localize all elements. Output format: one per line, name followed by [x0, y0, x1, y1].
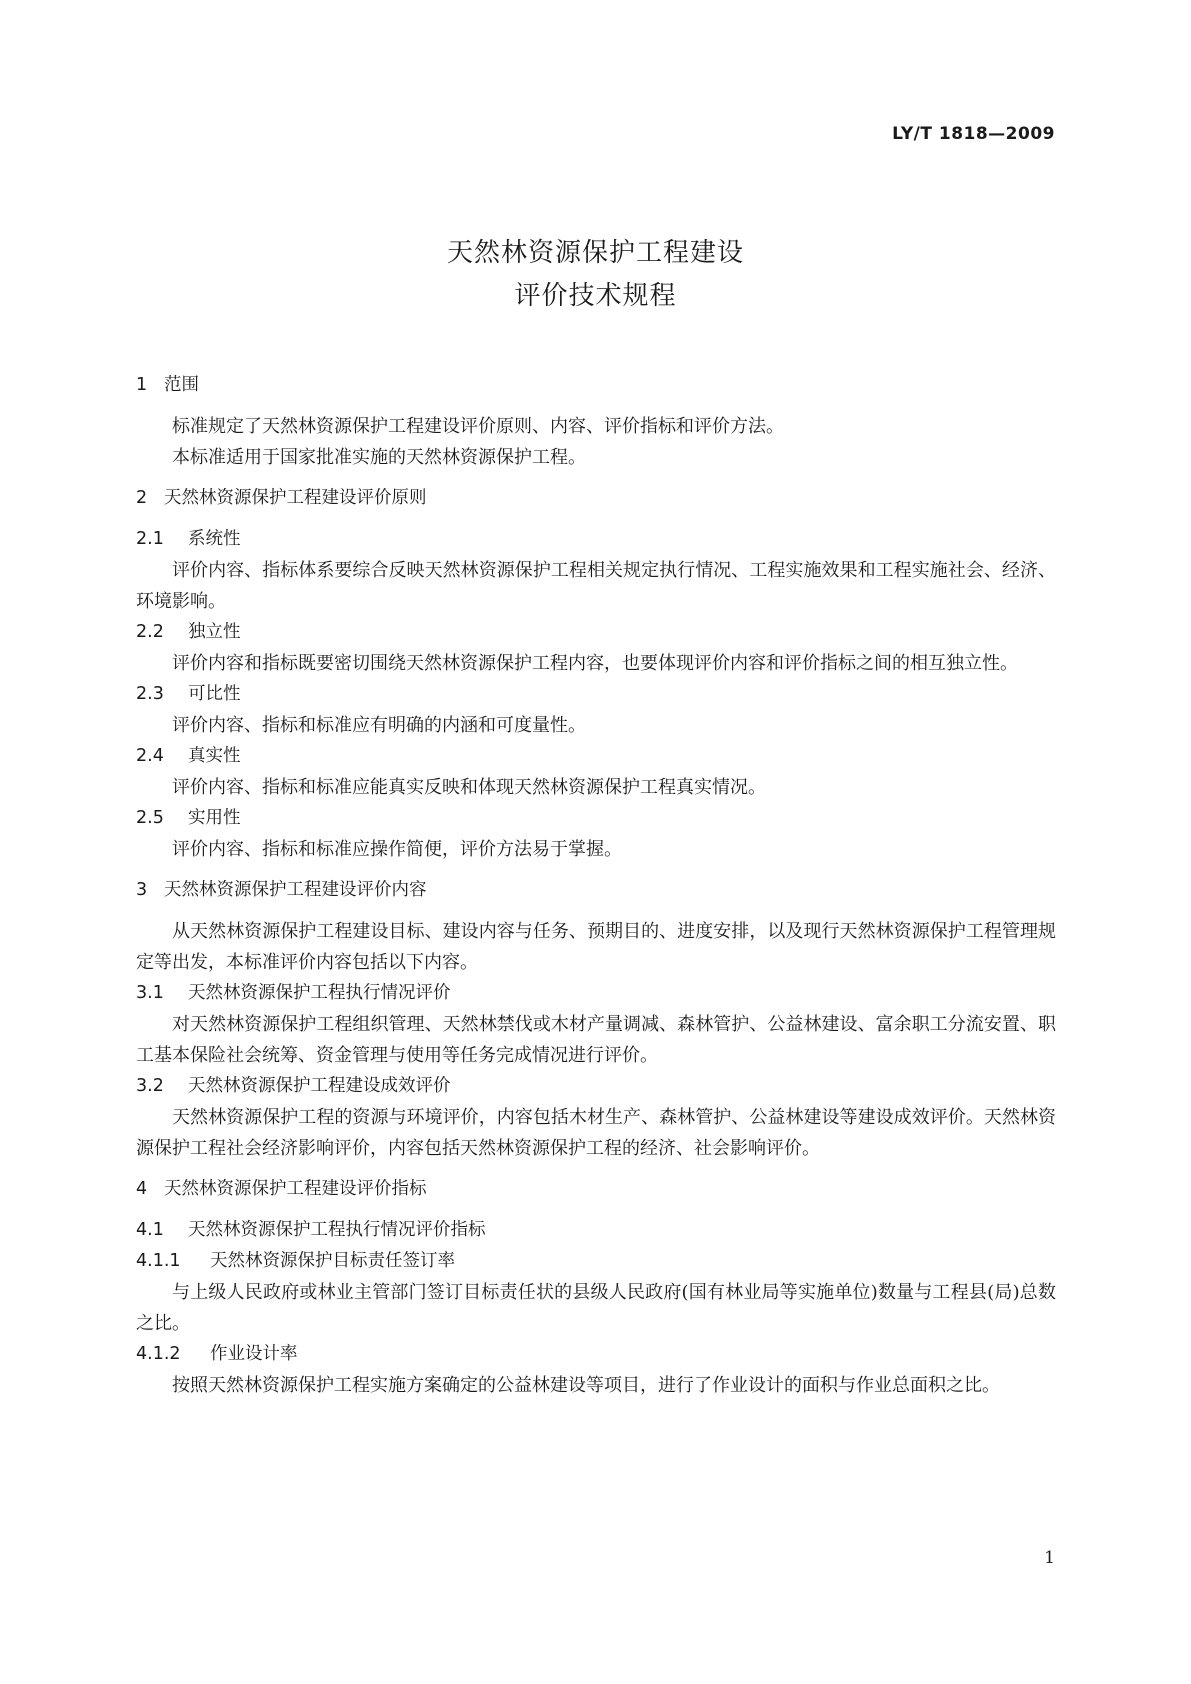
subsection-number: 2.2: [136, 622, 164, 642]
section-number: 2: [136, 488, 148, 508]
section-title: 天然林资源保护工程建设评价指标: [164, 1179, 427, 1199]
paragraph: 评价内容、指标和标准应操作简便，评价方法易于掌握。: [172, 839, 622, 860]
subsection-title: 天然林资源保护工程建设成效评价: [188, 1076, 451, 1096]
subsection-number: 4.1: [136, 1220, 164, 1240]
section-number: 1: [136, 375, 148, 395]
subsection-2-1-heading: [136, 524, 1056, 555]
paragraph: 本标准适用于国家批准实施的天然林资源保护工程。: [172, 447, 586, 468]
subsection-number: 2.4: [136, 746, 164, 766]
subsection-4-1-2-heading: [136, 1339, 1056, 1370]
page-number: 1: [1044, 1548, 1055, 1568]
subsection-2-2-heading: [136, 617, 1056, 648]
subsection-title: 系统性: [188, 529, 241, 549]
paragraph: 评价内容、指标和标准应能真实反映和体现天然林资源保护工程真实情况。: [172, 777, 766, 798]
subsection-number: 2.5: [136, 808, 164, 828]
subsection-title: 实用性: [188, 808, 241, 828]
paragraph: 标准规定了天然林资源保护工程建设评价原则、内容、评价指标和评价方法。: [172, 416, 784, 437]
subsection-number: 4.1.1: [136, 1251, 181, 1271]
subsection-3-2-heading: [136, 1071, 1056, 1102]
standard-code: LY/T 1818—2009: [892, 124, 1055, 144]
paragraph: 对天然林资源保护工程组织管理、天然林禁伐或木材产量调减、森林管护、公益林建设、富余职工分流安置、职工基本保险社会统筹、资金管理与使用等任务完成情况进行评价。: [136, 1014, 1056, 1066]
subsection-title: 天然林资源保护目标责任签订率: [210, 1251, 455, 1271]
paragraph: 与上级人民政府或林业主管部门签订目标责任状的县级人民政府(国有林业局等实施单位)数量与工程县(局)总数之比。: [136, 1282, 1056, 1334]
section-2-heading: [136, 483, 1056, 514]
paragraph: 天然林资源保护工程的资源与环境评价，内容包括木材生产、森林管护、公益林建设等建设成效评价。天然林资源保护工程社会经济影响评价，内容包括天然林资源保护工程的经济、社会影响评价。: [136, 1107, 1056, 1159]
subsection-number: 3.2: [136, 1076, 164, 1096]
section-number: 4: [136, 1179, 148, 1199]
paragraph: 评价内容和指标既要密切围绕天然林资源保护工程内容，也要体现评价内容和评价指标之间的相互独立性。: [172, 653, 1018, 674]
subsection-title: 独立性: [188, 622, 241, 642]
subsection-2-5-heading: [136, 803, 1056, 834]
subsection-number: 4.1.2: [136, 1344, 181, 1364]
section-title: 范围: [164, 375, 199, 395]
section-4-heading: [136, 1174, 1056, 1205]
subsection-number: 3.1: [136, 983, 164, 1003]
document-title-line1: 天然林资源保护工程建设: [446, 238, 744, 268]
paragraph: 评价内容、指标体系要综合反映天然林资源保护工程相关规定执行情况、工程实施效果和工程实施社会、经济、环境影响。: [136, 560, 1056, 612]
document-title-line2: 评价技术规程: [514, 281, 677, 311]
subsection-number: 2.3: [136, 684, 164, 704]
subsection-title: 可比性: [188, 684, 241, 704]
subsection-4-1-heading: [136, 1215, 1056, 1246]
paragraph: 评价内容、指标和标准应有明确的内涵和可度量性。: [172, 715, 586, 736]
paragraph: 从天然林资源保护工程建设目标、建设内容与任务、预期目的、进度安排，以及现行天然林资源保护工程管理规定等出发，本标准评价内容包括以下内容。: [136, 921, 1056, 973]
subsection-title: 作业设计率: [210, 1344, 298, 1364]
subsection-3-1-heading: [136, 978, 1056, 1009]
document-body: [136, 370, 1056, 1401]
subsection-number: 2.1: [136, 529, 164, 549]
subsection-title: 天然林资源保护工程执行情况评价指标: [188, 1220, 486, 1240]
subsection-2-4-heading: [136, 741, 1056, 772]
section-title: 天然林资源保护工程建设评价原则: [164, 488, 427, 508]
subsection-title: 真实性: [188, 746, 241, 766]
subsection-title: 天然林资源保护工程执行情况评价: [188, 983, 451, 1003]
subsection-4-1-1-heading: [136, 1246, 1056, 1277]
section-3-heading: [136, 875, 1056, 906]
section-1-heading: [136, 370, 1056, 401]
section-number: 3: [136, 880, 148, 900]
section-title: 天然林资源保护工程建设评价内容: [164, 880, 427, 900]
paragraph: 按照天然林资源保护工程实施方案确定的公益林建设等项目，进行了作业设计的面积与作业总面积之比。: [172, 1375, 1000, 1396]
subsection-2-3-heading: [136, 679, 1056, 710]
